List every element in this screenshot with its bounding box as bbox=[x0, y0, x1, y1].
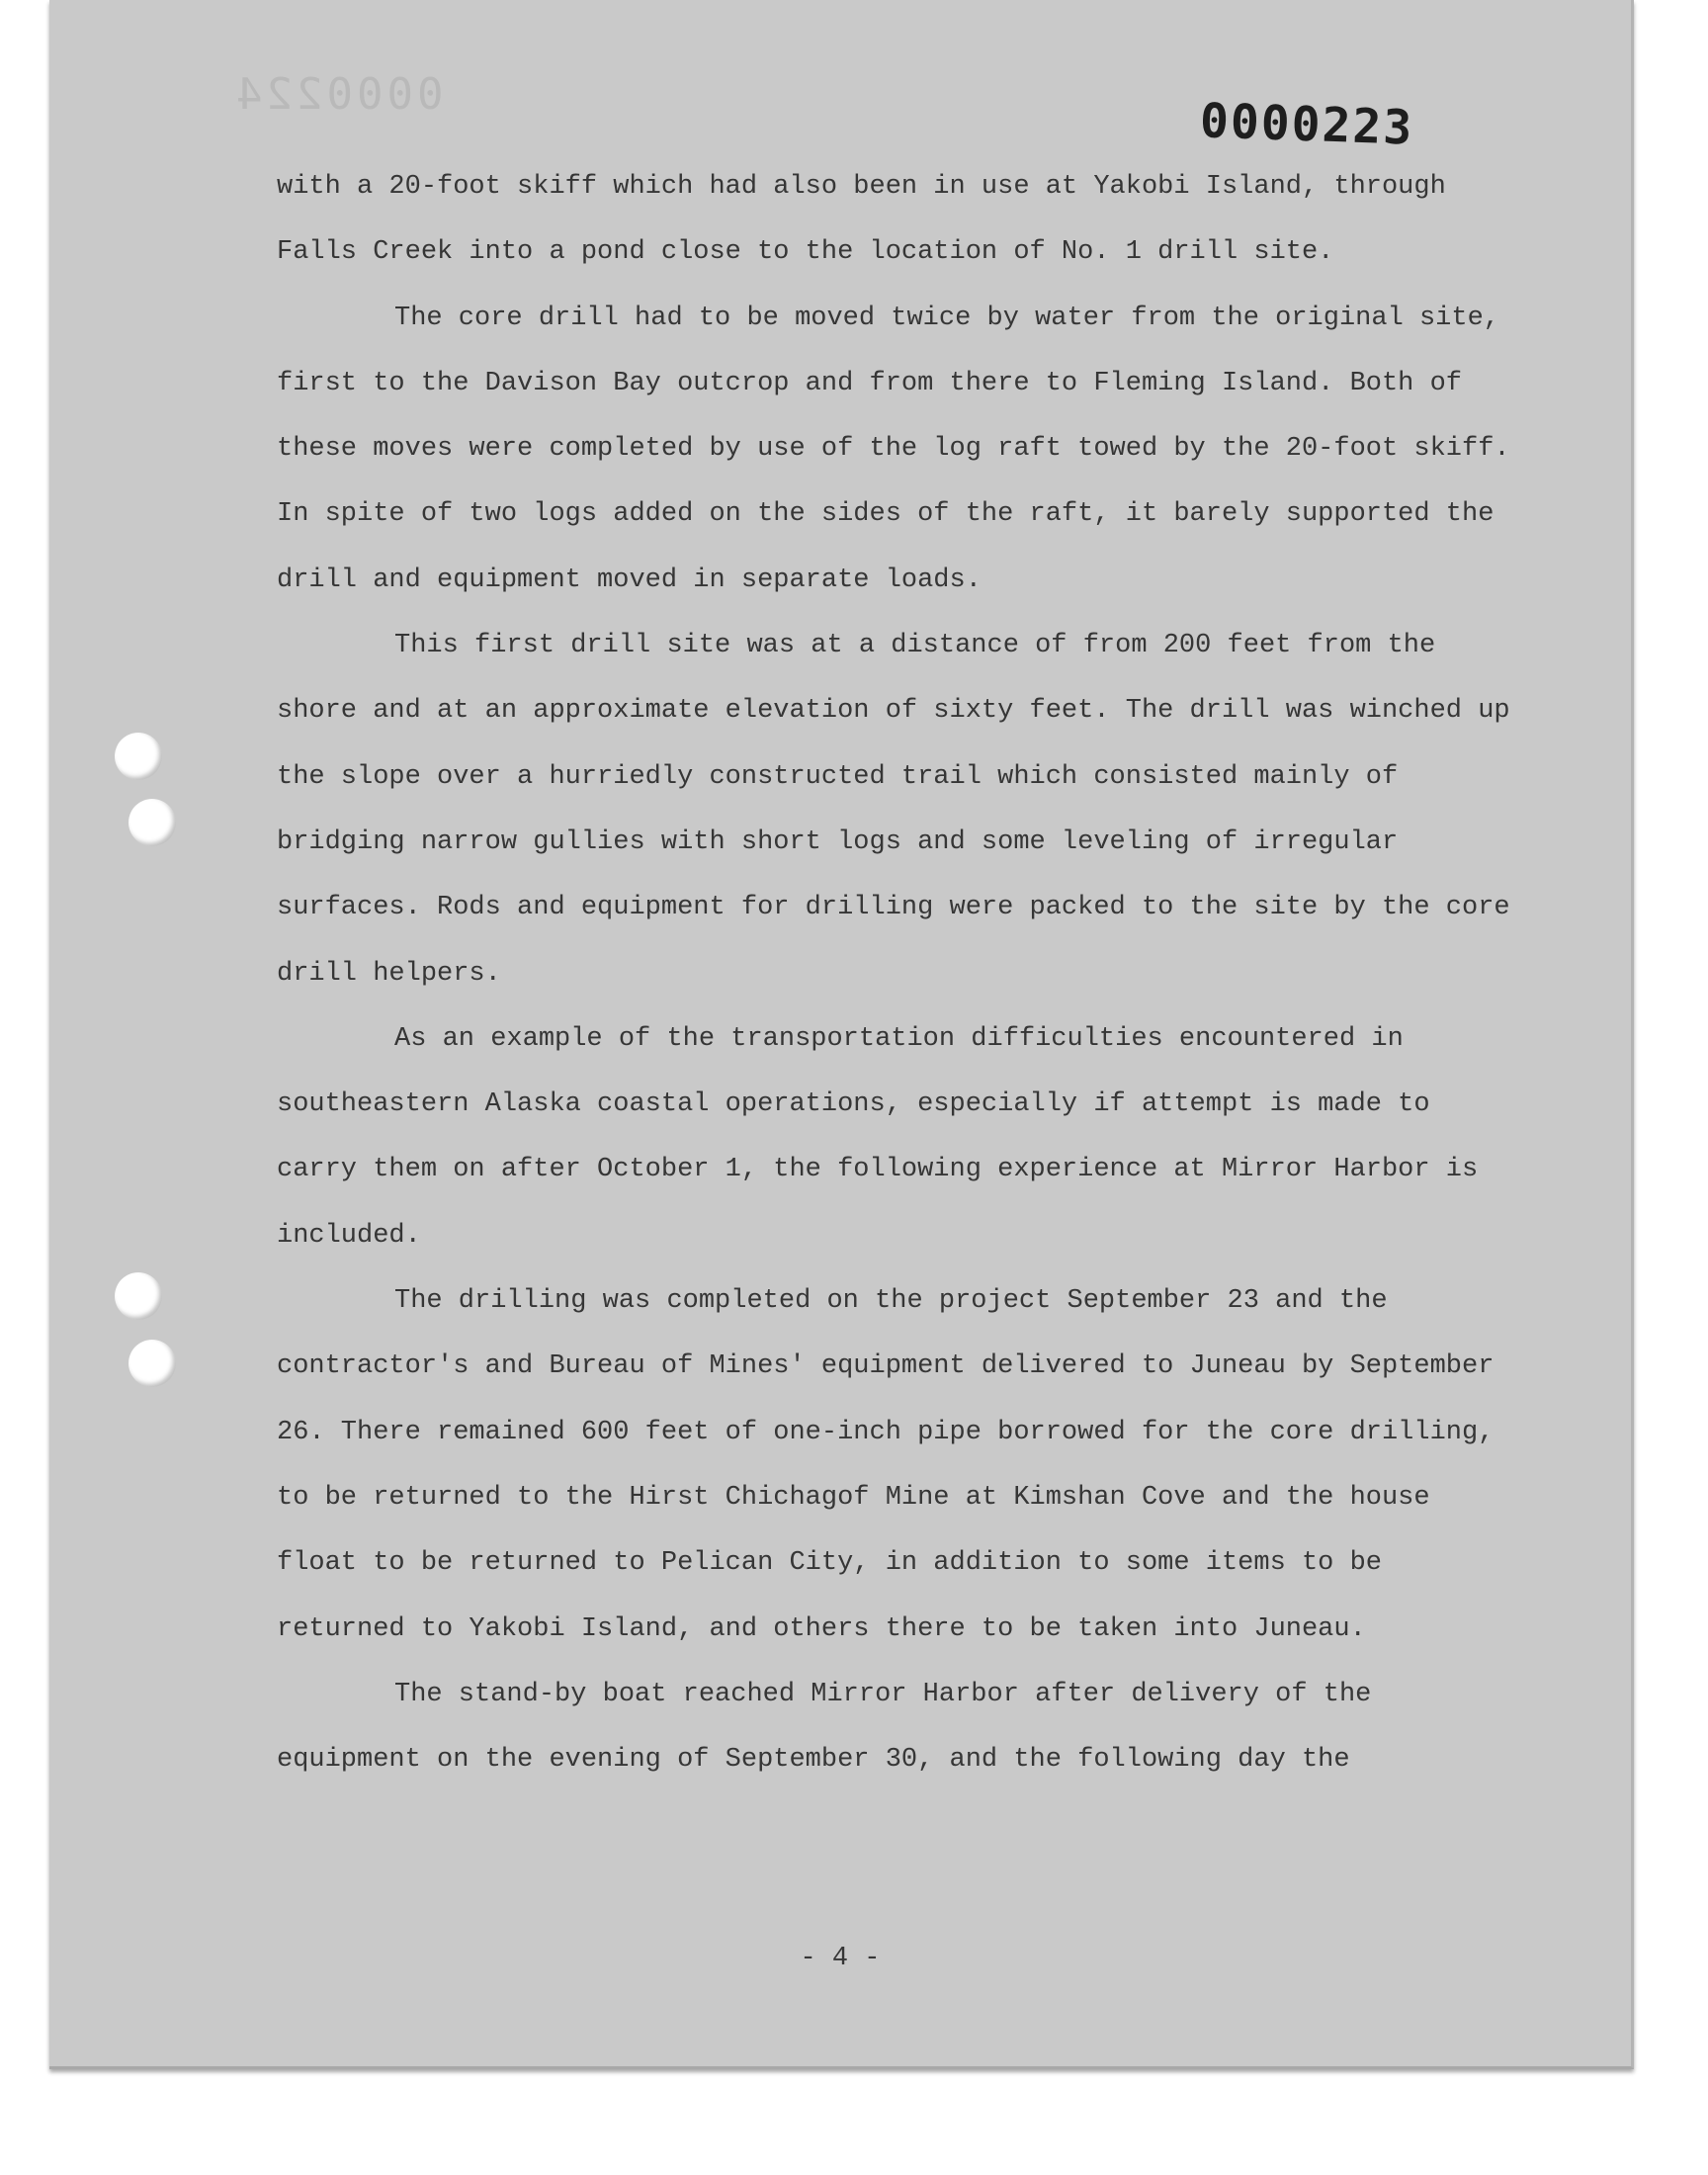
body-text bbox=[277, 154, 1522, 1792]
binder-hole bbox=[115, 733, 162, 780]
paragraph-4: As an example of the transportation difficulties encountered in southeastern Alaska coastal operations, especially if attempt is made to carry them on after October 1, the following experience at Mirror Harbor is included. bbox=[277, 1023, 1479, 1251]
faint-reverse-page-number: 0000224 bbox=[232, 69, 444, 120]
page-footer-number: - 4 - bbox=[800, 1944, 881, 1973]
document-page bbox=[49, 0, 1634, 2069]
binder-hole bbox=[115, 1272, 162, 1320]
paragraph-5: The drilling was completed on the project September 23 and the contractor's and Bureau of Mines' equipment delivered to Juneau by September 26. There remained 600 feet of one-inch pipe borrowed for the core drilling, to be returned to the Hirst Chichagof Mine at Kimshan Cove and the house float to be returned to Pelican City, in addition to some items to be returned to Yakobi Island, and others there to be taken into Juneau. bbox=[277, 1286, 1494, 1644]
binder-hole bbox=[128, 799, 176, 846]
stamped-page-number: 0000223 bbox=[1198, 93, 1414, 156]
paragraph-3: This first drill site was at a distance of from 200 feet from the shore and at an approximate elevation of sixty feet. The drill was winched up the slope over a hurriedly constructed trail which consisted mainly of bridging narrow gullies with short logs and some leveling of irregular surfaces. Rods and equipment for drilling were packed to the site by the core drill helpers. bbox=[277, 631, 1510, 989]
paragraph-1: with a 20-foot skiff which had also been in use at Yakobi Island, through Falls Creek into a pond close to the location of No. 1 drill site. bbox=[277, 172, 1446, 268]
binder-hole bbox=[128, 1340, 176, 1387]
paragraph-6: The stand-by boat reached Mirror Harbor after delivery of the equipment on the evening of September 30, and the following day the bbox=[277, 1679, 1372, 1776]
paragraph-2: The core drill had to be moved twice by water from the original site, first to the Davison Bay outcrop and from there to Fleming Island. Both of these moves were completed by use of the log raft towed by the 20-foot skiff. In spite of two logs added on the sides of the raft, it barely supported the drill and equipment moved in separate loads. bbox=[277, 303, 1510, 595]
